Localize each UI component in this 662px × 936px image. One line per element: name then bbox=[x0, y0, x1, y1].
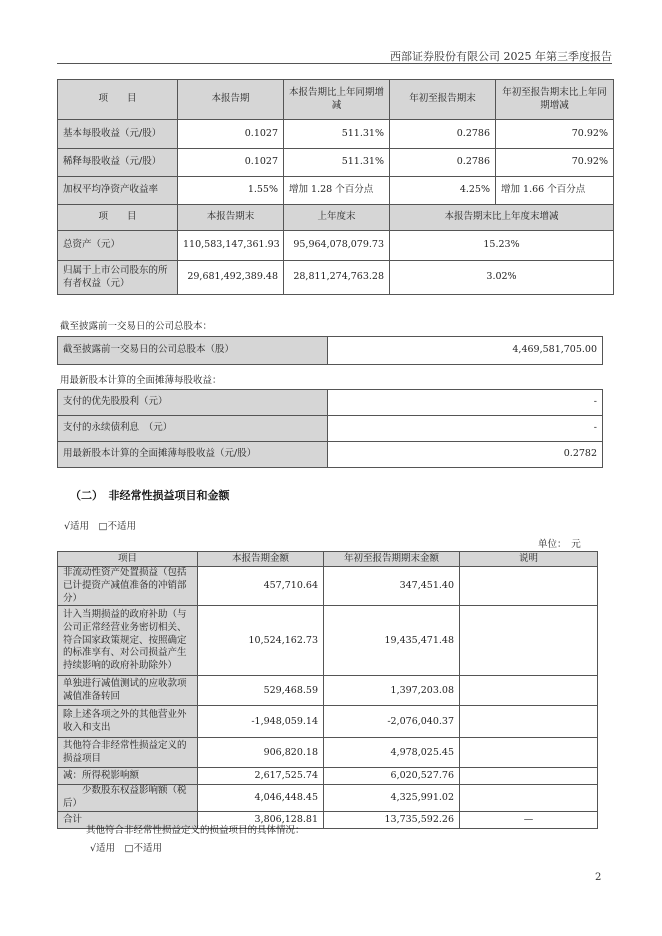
row-label: 单独进行减值测试的应收款项减值准备转回 bbox=[58, 676, 198, 706]
table-row bbox=[58, 231, 614, 261]
col-header-ytd-amount: 年初至报告期期末金额 bbox=[324, 552, 460, 567]
cell-value: 0.2782 bbox=[328, 442, 603, 468]
unit-label: 单位： 元 bbox=[538, 539, 581, 550]
share-capital-table bbox=[57, 336, 603, 365]
col-header-period-end: 本报告期末 bbox=[178, 205, 284, 231]
row-label: 减：所得税影响额 bbox=[58, 768, 198, 785]
table-row bbox=[58, 177, 614, 205]
cell-value: 511.31% bbox=[284, 120, 390, 149]
cell-value: 0.1027 bbox=[178, 149, 284, 177]
col-header-ytd: 年初至报告期末 bbox=[390, 80, 496, 120]
cell-value: 511.31% bbox=[284, 149, 390, 177]
cell-note bbox=[460, 567, 598, 606]
col-header-item-2: 项 目 bbox=[58, 205, 178, 231]
cell-value: 3,806,128.81 bbox=[198, 812, 324, 829]
share-capital-label: 截至披露前一交易日的公司总股本（股） bbox=[58, 337, 328, 365]
cell-note bbox=[460, 738, 598, 768]
cell-value: 529,468.59 bbox=[198, 676, 324, 706]
header-divider bbox=[57, 63, 612, 64]
share-capital-intro: 截至披露前一交易日的公司总股本： bbox=[60, 321, 213, 332]
table-row bbox=[58, 390, 603, 416]
table-row bbox=[58, 261, 614, 295]
table-row bbox=[58, 676, 598, 706]
diluted-eps-table bbox=[57, 389, 603, 468]
row-label: 少数股东权益影响额（税后） bbox=[58, 785, 198, 812]
col-header-current-amount: 本报告期金额 bbox=[198, 552, 324, 567]
table-row bbox=[58, 567, 598, 606]
table-row bbox=[58, 738, 598, 768]
table-row bbox=[58, 120, 614, 149]
col-header-change-vs-year-end: 本报告期末比上年度末增减 bbox=[390, 205, 614, 231]
cell-value: 4.25% bbox=[390, 177, 496, 205]
cell-value: 70.92% bbox=[496, 149, 614, 177]
row-label: 稀释每股收益（元/股） bbox=[58, 149, 178, 177]
row-label: 其他符合非经常性损益定义的损益项目 bbox=[58, 738, 198, 768]
row-label: 支付的优先股股利（元） bbox=[58, 390, 328, 416]
cell-value: 15.23% bbox=[390, 231, 614, 261]
table-row bbox=[58, 416, 603, 442]
table-row bbox=[58, 785, 598, 812]
cell-value: 1.55% bbox=[178, 177, 284, 205]
col-header-item: 项 目 bbox=[58, 80, 178, 120]
cell-note bbox=[460, 606, 598, 676]
cell-value: 29,681,492,389.48 bbox=[178, 261, 284, 295]
row-label: 除上述各项之外的其他营业外收入和支出 bbox=[58, 706, 198, 738]
cell-value: 347,451.40 bbox=[324, 567, 460, 606]
cell-value: 6,020,527.76 bbox=[324, 768, 460, 785]
col-header-current-period: 本报告期 bbox=[178, 80, 284, 120]
cell-value: - bbox=[328, 416, 603, 442]
table-row bbox=[58, 606, 598, 676]
table-row bbox=[58, 149, 614, 177]
cell-value: 4,046,448.45 bbox=[198, 785, 324, 812]
row-label: 基本每股收益（元/股） bbox=[58, 120, 178, 149]
table-row bbox=[58, 706, 598, 738]
report-header: 西部证券股份有限公司 2025 年第三季度报告 bbox=[390, 50, 612, 63]
cell-value: - bbox=[328, 390, 603, 416]
cell-value: 增加 1.28 个百分点 bbox=[284, 177, 390, 205]
diluted-eps-intro: 用最新股本计算的全面摊薄每股收益： bbox=[60, 375, 222, 386]
share-capital-value: 4,469,581,705.00 bbox=[328, 337, 603, 365]
row-label: 总资产（元） bbox=[58, 231, 178, 261]
cell-value: 70.92% bbox=[496, 120, 614, 149]
col-header-note: 说明 bbox=[460, 552, 598, 567]
cell-note bbox=[460, 785, 598, 812]
cell-note: — bbox=[460, 812, 598, 829]
other-items-note: 其他符合非经常性损益定义的损益项目的具体情况： bbox=[86, 825, 305, 836]
row-label: 支付的永续债利息 （元） bbox=[58, 416, 328, 442]
cell-value: 28,811,274,763.28 bbox=[284, 261, 390, 295]
table-row bbox=[58, 768, 598, 785]
cell-value: -1,948,059.14 bbox=[198, 706, 324, 738]
cell-value: 4,325,991.02 bbox=[324, 785, 460, 812]
cell-value: 增加 1.66 个百分点 bbox=[496, 177, 614, 205]
row-label: 非流动性资产处置损益（包括已计提资产减值准备的冲销部分） bbox=[58, 567, 198, 606]
non-recurring-table bbox=[57, 551, 598, 829]
col-header-prior-year-end: 上年度末 bbox=[284, 205, 390, 231]
cell-value: 13,735,592.26 bbox=[324, 812, 460, 829]
row-label: 计入当期损益的政府补助（与公司正常经营业务密切相关、符合国家政策规定、按照确定的标准享有、对公司损益产生持续影响的政府补助除外） bbox=[58, 606, 198, 676]
applicable-checkbox-2: √适用 □不适用 bbox=[90, 843, 163, 854]
cell-value: 10,524,162.73 bbox=[198, 606, 324, 676]
key-indicators-table bbox=[57, 79, 614, 295]
cell-value: 3.02% bbox=[390, 261, 614, 295]
col-header-ytd-change: 年初至报告期末比上年同期增减 bbox=[496, 80, 614, 120]
row-label: 加权平均净资产收益率 bbox=[58, 177, 178, 205]
row-label: 合计 bbox=[58, 812, 198, 829]
cell-value: 906,820.18 bbox=[198, 738, 324, 768]
col-header-current-change: 本报告期比上年同期增减 bbox=[284, 80, 390, 120]
cell-value: 19,435,471.48 bbox=[324, 606, 460, 676]
row-label: 用最新股本计算的全面摊薄每股收益（元/股） bbox=[58, 442, 328, 468]
cell-note bbox=[460, 768, 598, 785]
cell-value: 0.2786 bbox=[390, 149, 496, 177]
section-title: （二） 非经常性损益项目和金额 bbox=[70, 489, 230, 502]
cell-value: 110,583,147,361.93 bbox=[178, 231, 284, 261]
cell-value: -2,076,040.37 bbox=[324, 706, 460, 738]
row-label: 归属于上市公司股东的所有者权益（元） bbox=[58, 261, 178, 295]
page-number: 2 bbox=[595, 872, 602, 883]
cell-value: 0.2786 bbox=[390, 120, 496, 149]
cell-value: 1,397,203.08 bbox=[324, 676, 460, 706]
cell-value: 2,617,525.74 bbox=[198, 768, 324, 785]
cell-note bbox=[460, 706, 598, 738]
cell-value: 457,710.64 bbox=[198, 567, 324, 606]
cell-note bbox=[460, 676, 598, 706]
col-header-item: 项目 bbox=[58, 552, 198, 567]
cell-value: 4,978,025.45 bbox=[324, 738, 460, 768]
applicable-checkbox: √适用 □不适用 bbox=[64, 521, 137, 532]
cell-value: 95,964,078,079.73 bbox=[284, 231, 390, 261]
table-row bbox=[58, 442, 603, 468]
cell-value: 0.1027 bbox=[178, 120, 284, 149]
